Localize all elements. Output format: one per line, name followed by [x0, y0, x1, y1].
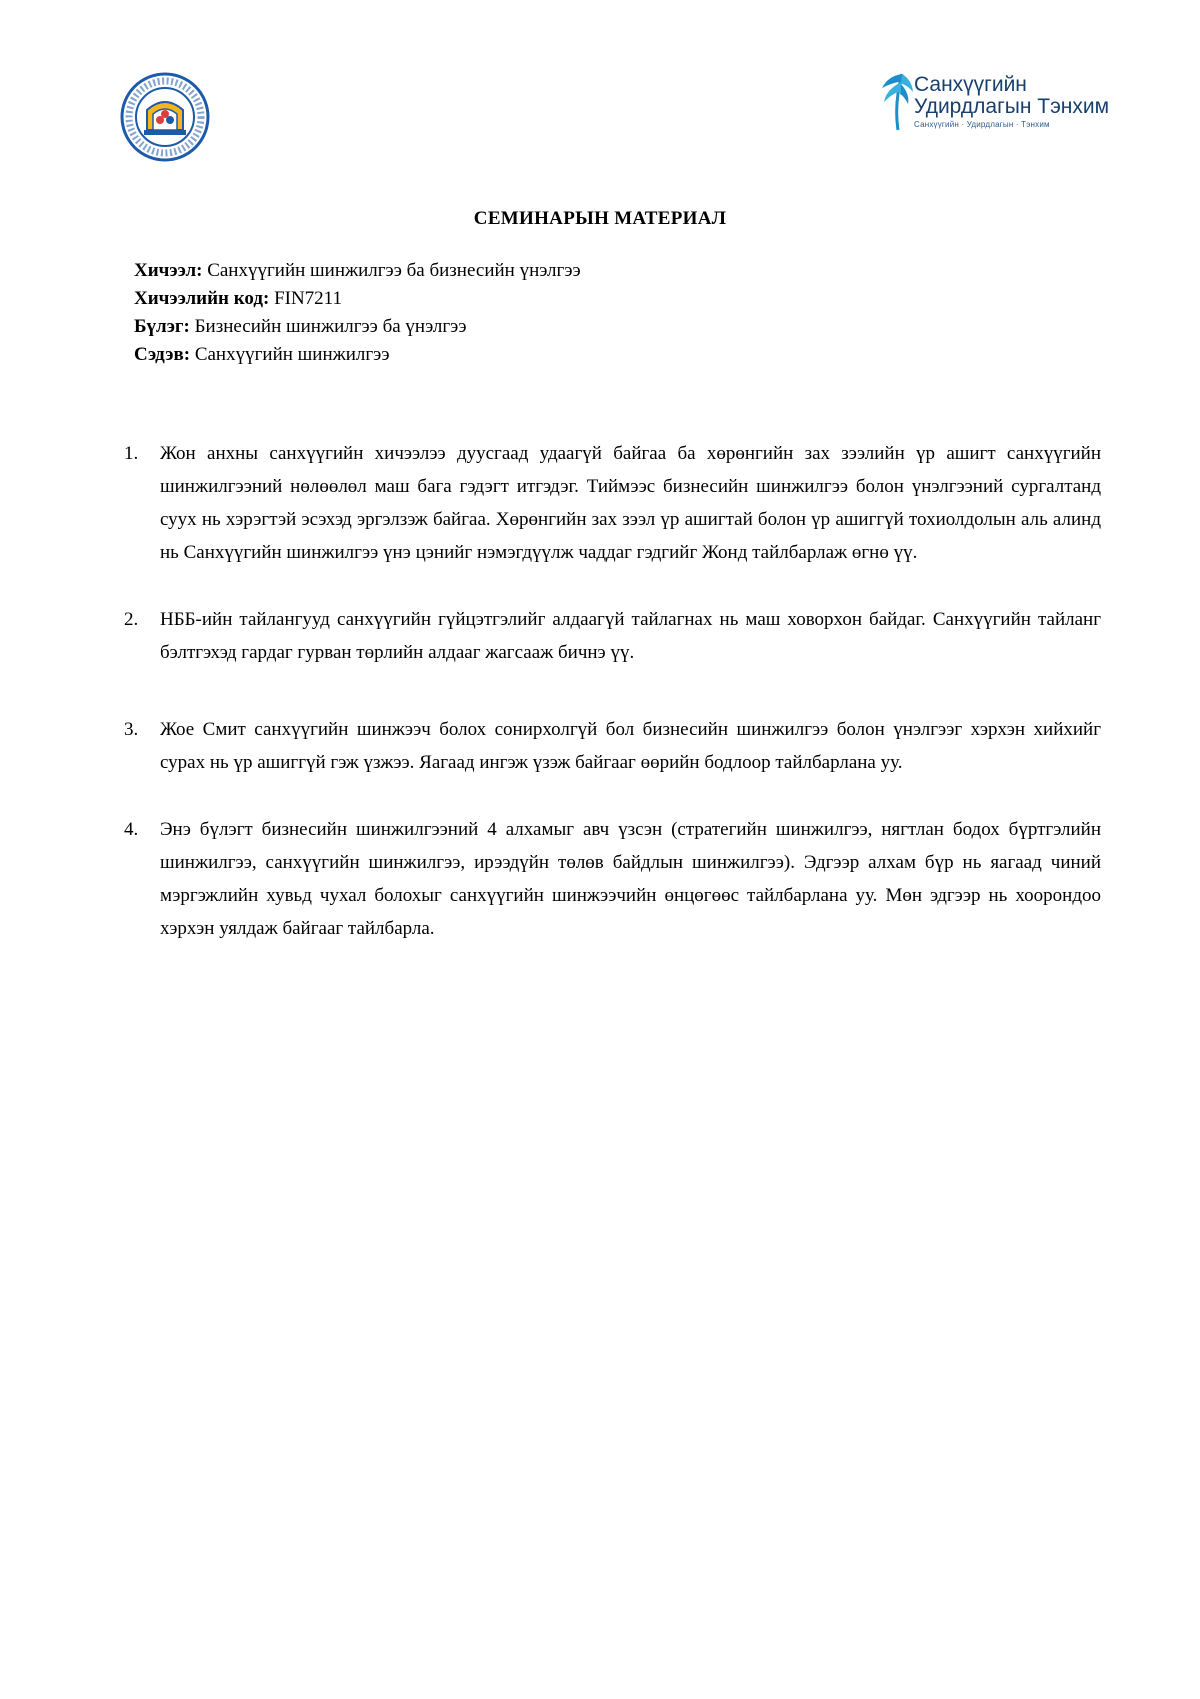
- meta-label: Сэдэв:: [134, 344, 191, 365]
- meta-value: Бизнесийн шинжилгээ ба үнэлгээ: [189, 316, 467, 337]
- question-text: Энэ бүлэгт бизнесийн шинжилгээний 4 алхамыг авч үзсэн (стратегийн шинжилгээ, нягтлан бодох бүртгэлийн шинжилгээ, санхүүгийн шинжилгээ, ирээдүйн төлөв байдлын шинжилгээ). Эдгээр алхам бүр нь яагаад чиний мэргэжлийн хувьд чухал болохыг санхүүгийн шинжээчийн өнцөгөөс тайлбарлана уу. Мөн эдгээр нь хоорондоо хэрхэн уялдаж байгааг тайлбарла.: [160, 819, 1101, 939]
- palm-leaf-icon: [880, 68, 914, 132]
- question-number: 1.: [124, 443, 139, 464]
- course-meta: [134, 257, 581, 369]
- logo-line-2: Удирдлагын Тэнхим: [914, 95, 1110, 119]
- question-number: 4.: [124, 819, 139, 840]
- meta-value: Санхүүгийн шинжилгээ: [190, 344, 390, 365]
- department-logo: [880, 68, 1120, 140]
- meta-topic: [134, 341, 581, 369]
- question-item: [124, 713, 1101, 779]
- question-item: [124, 437, 1101, 569]
- meta-chapter: [134, 313, 581, 341]
- meta-value: Санхүүгийн шинжилгээ ба бизнесийн үнэлгээ: [202, 260, 581, 281]
- university-seal-icon: [120, 72, 210, 162]
- meta-label: Хичээлийн код:: [134, 288, 270, 309]
- question-text: НББ-ийн тайлангууд санхүүгийн гүйцэтгэлийг алдаагүй тайлагнах нь маш ховорхон байдаг. Санхүүгийн тайланг бэлтгэхэд гардаг гурван төрлийн алдааг жагсааж бичнэ үү.: [160, 609, 1101, 663]
- question-text: Жое Смит санхүүгийн шинжээч болох сонирхолгүй бол бизнесийн шинжилгээ болон үнэлгээг хэрхэн хийхийг сурах нь үр ашиггүй гэж үзжээ. Яагаад ингэж үзэж байгааг өөрийн бодлоор тайлбарлана уу.: [160, 719, 1101, 773]
- logo-tagline: Санхүүгийн · Удирдлагын · Тэнхим: [914, 120, 1050, 130]
- logo-line-1: Санхүүгийн: [914, 73, 1027, 96]
- question-number: 3.: [124, 719, 139, 740]
- meta-label: Бүлэг:: [134, 316, 190, 337]
- meta-course-code: [134, 285, 581, 313]
- question-list: [124, 437, 1101, 945]
- question-item: [124, 813, 1101, 945]
- question-text: Жон анхны санхүүгийн хичээлээ дуусгаад удаагүй байгаа ба хөрөнгийн зах зээлийн үр ашигт санхүүгийн шинжилгээний нөлөөлөл маш бага гэдэгт итгэдэг. Тиймээс бизнесийн шинжилгээ болон үнэлгээний сургалтанд суух нь хэрэгтэй эсэхэд эргэлзэж байгаа. Хөрөнгийн зах зээл үр ашигтай болон үр ашиггүй тохиолдолын аль алинд нь Санхүүгийн шинжилгээ үнэ цэнийг нэмэгдүүлж чаддаг гэдгийг Жонд тайлбарлаж өгнө үү.: [160, 443, 1101, 563]
- question-number: 2.: [124, 609, 139, 630]
- question-item: [124, 603, 1101, 669]
- university-seal-logo: [120, 72, 210, 162]
- meta-course: [134, 257, 581, 285]
- document-title: СЕМИНАРЫН МАТЕРИАЛ: [473, 208, 727, 229]
- meta-value: FIN7211: [269, 288, 342, 309]
- meta-label: Хичээл:: [134, 260, 203, 281]
